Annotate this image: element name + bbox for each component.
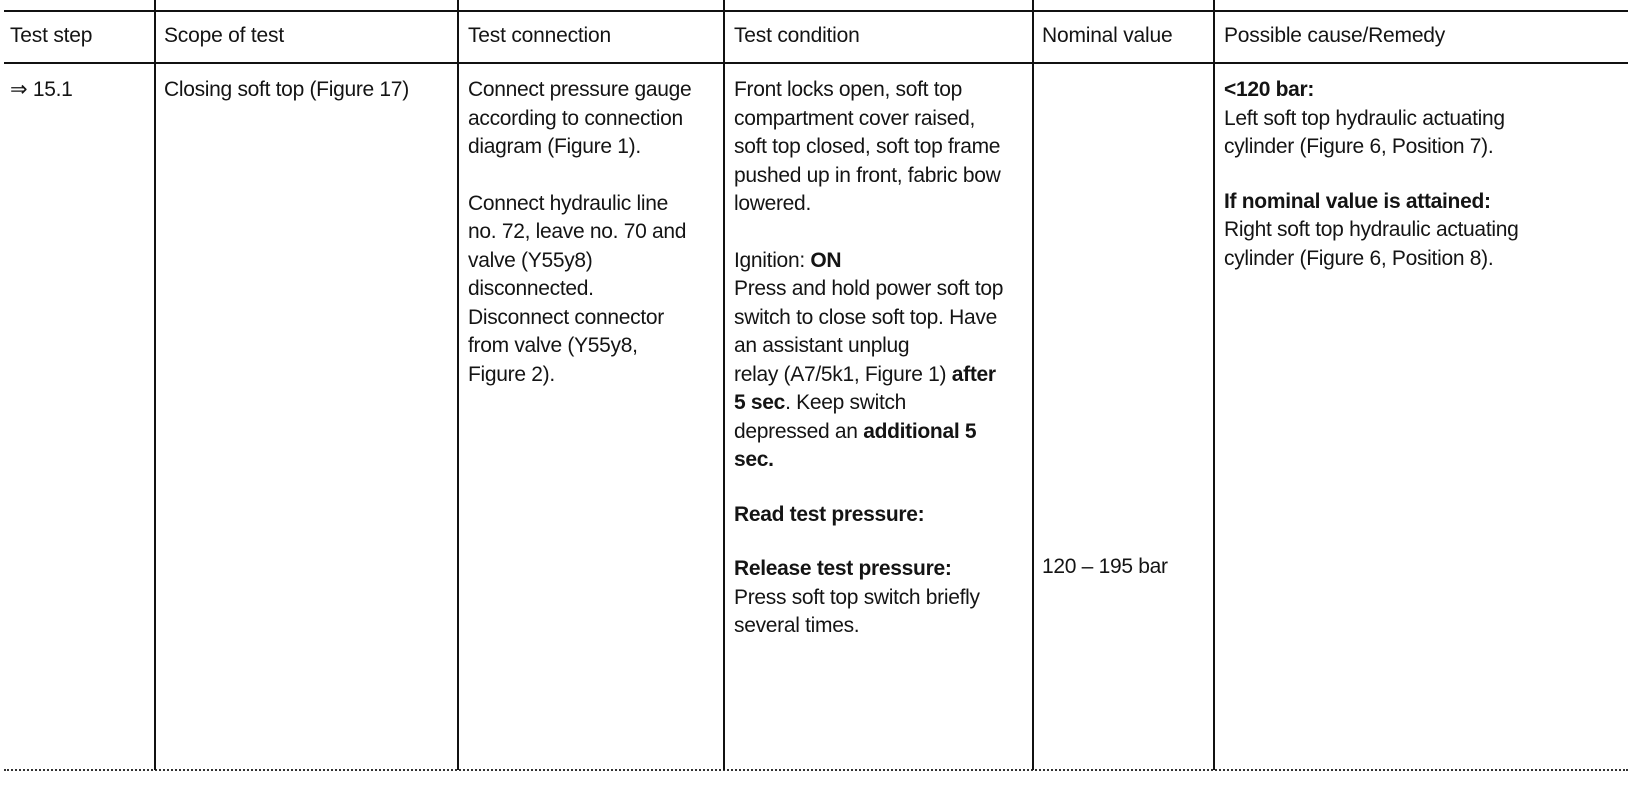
connection-line: Figure 2). (468, 362, 555, 386)
connection-line: according to connection (468, 106, 683, 130)
header-nominal-value: Nominal value (1042, 24, 1173, 47)
column-divider (1032, 0, 1034, 770)
nominal-value: 120 – 195 bar (1042, 555, 1168, 578)
column-divider (723, 0, 725, 770)
connection-line: diagram (Figure 1). (468, 135, 641, 158)
connection-line: disconnected. (468, 277, 594, 300)
condition-line: lowered. (734, 192, 811, 215)
release-test-pressure-text: Release test pressure: (734, 557, 952, 580)
condition-line: switch to close soft top. Have (734, 305, 997, 329)
condition-bold-text: after (951, 362, 996, 386)
condition-line (734, 361, 1029, 390)
connection-line: Connect pressure gauge (468, 78, 692, 101)
header-test-condition: Test condition (734, 24, 860, 47)
cell-nominal-value (1042, 553, 1168, 582)
condition-bold-text: 5 sec (734, 391, 786, 414)
column-divider (1213, 0, 1215, 770)
cell-test-step (10, 76, 73, 105)
cause-line: cylinder (Figure 6, Position 8). (1224, 246, 1494, 270)
condition-line: soft top closed, soft top frame (734, 135, 1001, 158)
cause-line: Left soft top hydraulic actuating (1224, 106, 1505, 130)
condition-line: Press and hold power soft top (734, 277, 1004, 300)
column-divider (154, 0, 156, 770)
condition-line: several times. (734, 614, 860, 637)
test-step-value: ⇒ 15.1 (10, 78, 73, 101)
cause-heading-text: If nominal value is attained: (1224, 189, 1491, 213)
condition-bold-text: sec. (734, 448, 774, 471)
cell-test-connection (468, 76, 718, 389)
column-divider (457, 0, 459, 770)
table-top-rule (4, 10, 1628, 12)
condition-text: relay (A7/5k1, Figure 1) (734, 362, 952, 386)
condition-line: compartment cover raised, (734, 106, 976, 130)
condition-text: depressed an (734, 419, 864, 443)
header-possible-cause: Possible cause/Remedy (1224, 24, 1446, 47)
condition-line: Press soft top switch briefly (734, 585, 980, 609)
header-test-connection: Test connection (468, 24, 611, 47)
cell-scope-of-test (164, 76, 409, 105)
cause-line: cylinder (Figure 6, Position 7). (1224, 135, 1494, 158)
ignition-label: Ignition: (734, 248, 811, 272)
cell-possible-cause (1224, 76, 1624, 273)
release-test-pressure-label (734, 555, 1029, 584)
condition-line (734, 389, 1029, 418)
read-test-pressure-label (734, 501, 1029, 530)
condition-line: an assistant unplug (734, 334, 910, 357)
connection-line: valve (Y55y8) (468, 248, 593, 272)
cause-heading (1224, 188, 1624, 217)
connection-line: no. 72, leave no. 70 and (468, 220, 687, 243)
connection-line: Disconnect connector (468, 305, 664, 329)
condition-line: pushed up in front, fabric bow (734, 163, 1001, 187)
read-test-pressure-text: Read test pressure: (734, 502, 925, 526)
connection-line: from valve (Y55y8, (468, 334, 638, 357)
cell-test-condition (734, 76, 1029, 641)
scope-of-test-value: Closing soft top (Figure 17) (164, 78, 409, 101)
cause-line: Right soft top hydraulic actuating (1224, 218, 1519, 241)
ignition-value: ON (810, 248, 842, 272)
header-scope-of-test: Scope of test (164, 24, 284, 47)
condition-bold-text: additional 5 (863, 419, 977, 443)
condition-text: . Keep switch (785, 391, 907, 414)
condition-line (734, 446, 1029, 475)
connection-line: Connect hydraulic line (468, 191, 669, 215)
table-bottom-dotted-rule (4, 769, 1628, 771)
header-test-step: Test step (10, 24, 93, 47)
condition-line (734, 418, 1029, 447)
cause-heading-text: <120 bar: (1224, 78, 1315, 101)
cause-heading (1224, 76, 1624, 105)
condition-line: Front locks open, soft top (734, 78, 962, 101)
ignition-line (734, 247, 1029, 276)
header-bottom-rule (4, 62, 1628, 64)
